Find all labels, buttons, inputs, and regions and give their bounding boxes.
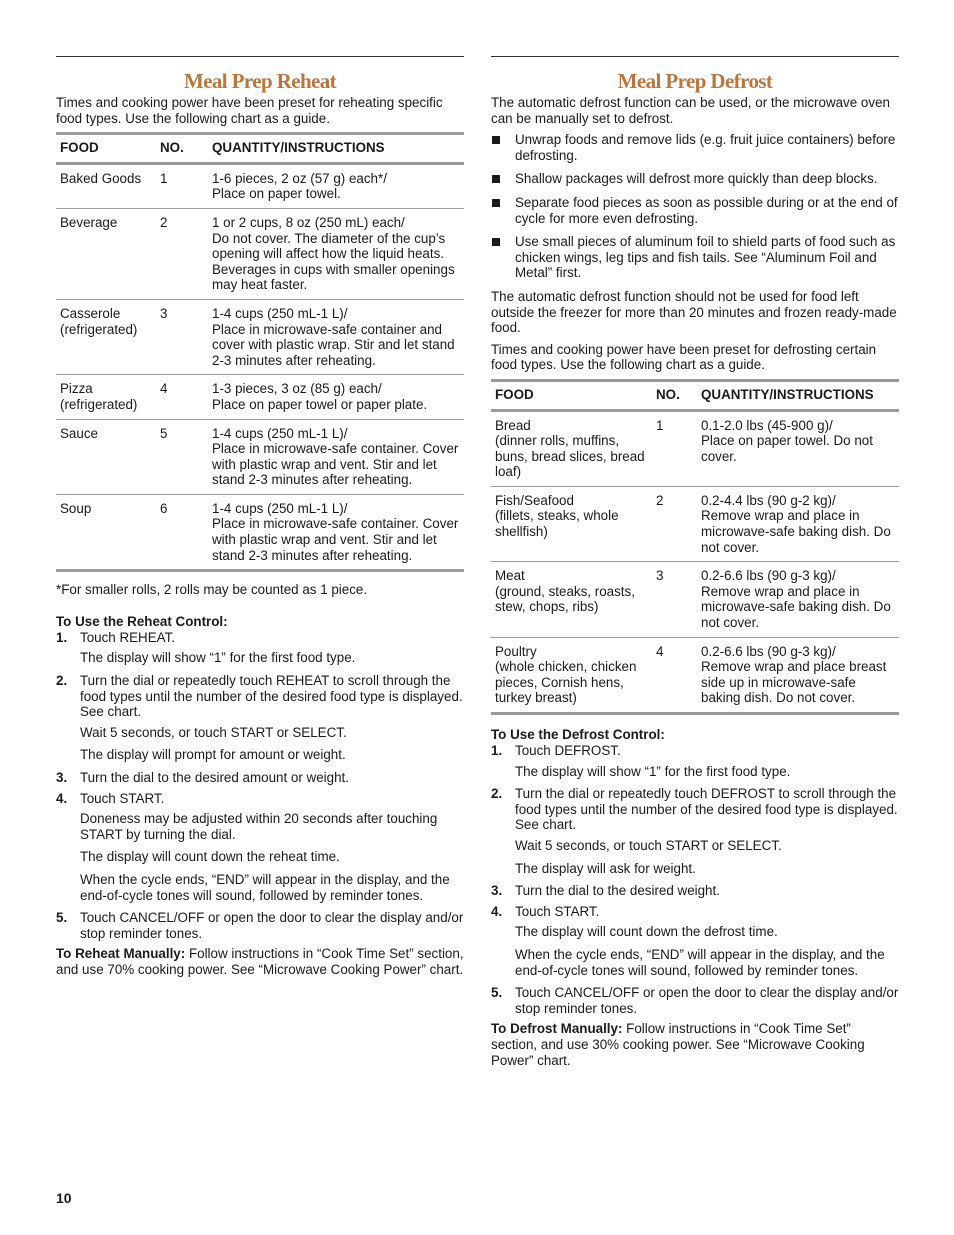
defrost-manual-text: Follow instructions in “Cook Time Set” section, and use 30% cooking power. See “Microwave Cooking Power” chart. xyxy=(491,1021,865,1068)
table-row xyxy=(56,208,464,299)
instructions-cell: 0.1-2.0 lbs (45-900 g)/ Place on paper towel. Do not cover. xyxy=(697,410,899,486)
step-text: Touch DEFROST. xyxy=(515,743,621,758)
reheat-intro: Times and cooking power have been preset for reheating specific food types. Use the following chart as a guide. xyxy=(56,95,443,126)
top-rule xyxy=(491,56,899,57)
step-item xyxy=(56,770,464,786)
step-detail: Doneness may be adjusted within 20 seconds after touching START by turning the dial. xyxy=(80,811,438,842)
table-row xyxy=(56,299,464,374)
defrost-intro2: Times and cooking power have been preset for defrosting certain food types. Use the following chart as a guide. xyxy=(491,341,877,373)
table-row xyxy=(491,410,899,486)
reheat-manual xyxy=(56,946,464,977)
instructions-cell: 0.2-6.6 lbs (90 g-3 kg)/ Remove wrap and place breast side up in microwave-safe baking dish. Do not cover. xyxy=(697,637,899,713)
number-cell: 2 xyxy=(156,208,208,299)
square-bullet-icon xyxy=(492,238,500,246)
bullet-text: Shallow packages will defrost more quickly than deep blocks. xyxy=(515,171,878,187)
step-detail: Wait 5 seconds, or touch START or SELECT. xyxy=(515,837,782,853)
bullet-item xyxy=(491,195,899,226)
instructions-cell: 1-4 cups (250 mL-1 L)/ Place in microwave-safe container. Cover with plastic wrap and vent. Stir and let stand 2-3 minutes after reheating. xyxy=(208,419,464,494)
step-text: Turn the dial to the desired amount or weight. xyxy=(80,770,349,785)
food-cell: Meat (ground, steaks, roasts, stew, chops, ribs) xyxy=(491,562,652,637)
instructions-cell: 1 or 2 cups, 8 oz (250 mL) each/ Do not cover. The diameter of the cup’s opening will affect how the liquid heats. Beverages in cups with smaller openings may heat faster. xyxy=(208,208,464,299)
number-cell: 4 xyxy=(156,375,208,419)
step-text: Touch REHEAT. xyxy=(80,629,176,645)
number-cell: 3 xyxy=(156,299,208,374)
defrost-table xyxy=(491,379,899,715)
header-food: FOOD xyxy=(56,134,156,164)
table-row xyxy=(56,494,464,570)
number-cell: 1 xyxy=(652,410,697,486)
food-cell: Sauce xyxy=(56,419,156,494)
reheat-title: Meal Prep Reheat xyxy=(183,69,337,93)
step-text: Touch CANCEL/OFF or open the door to clear the display and/or stop reminder tones. xyxy=(515,985,899,1016)
reheat-table xyxy=(56,132,464,572)
defrost-title: Meal Prep Defrost xyxy=(617,69,773,93)
step-item xyxy=(491,743,899,759)
instructions-cell: 1-4 cups (250 mL-1 L)/ Place in microwave-safe container. Cover with plastic wrap and vent. Stir and let stand 2-3 minutes after reheating. xyxy=(208,494,464,570)
defrost-manual xyxy=(491,1021,899,1068)
table-row xyxy=(491,486,899,561)
instructions-cell: 1-6 pieces, 2 oz (57 g) each*/ Place on paper towel. xyxy=(208,163,464,208)
food-cell: Bread (dinner rolls, muffins, buns, bread slices, bread loaf) xyxy=(491,410,652,486)
step-item xyxy=(491,786,899,833)
table-row xyxy=(56,419,464,494)
step-detail: The display will count down the defrost time. xyxy=(515,924,778,940)
defrost-note: The automatic defrost function should not be used for food left outside the freezer for more than 20 minutes and frozen ready-made food. xyxy=(491,288,897,336)
header-food: FOOD xyxy=(491,380,652,410)
defrost-manual-label: To Defrost Manually: xyxy=(491,1021,623,1037)
food-cell: Baked Goods xyxy=(56,163,156,208)
food-cell: Casserole (refrigerated) xyxy=(56,299,156,374)
food-cell: Beverage xyxy=(56,208,156,299)
step-item xyxy=(491,904,899,920)
instructions-cell: 1-4 cups (250 mL-1 L)/ Place in microwave-safe container and cover with plastic wrap. Stir and let stand 2-3 minutes after reheating. xyxy=(208,299,464,374)
step-item xyxy=(491,985,899,1016)
instructions-cell: 0.2-4.4 lbs (90 g-2 kg)/ Remove wrap and place in microwave-safe baking dish. Do not cover. xyxy=(697,486,899,561)
step-detail: The display will show “1” for the first food type. xyxy=(80,650,356,666)
reheat-control-heading: To Use the Reheat Control: xyxy=(56,613,228,629)
step-text: Turn the dial or repeatedly touch DEFROST to scroll through the food types until the number of the desired food type is displayed. See chart. xyxy=(515,786,898,833)
step-number: 5. xyxy=(491,985,503,1001)
step-detail: Wait 5 seconds, or touch START or SELECT. xyxy=(80,724,347,740)
step-detail: The display will count down the reheat time. xyxy=(80,849,340,865)
header-no: NO. xyxy=(652,380,697,410)
instructions-cell: 0.2-6.6 lbs (90 g-3 kg)/ Remove wrap and place in microwave-safe baking dish. Do not cover. xyxy=(697,562,899,637)
bullet-item xyxy=(491,234,899,281)
reheat-table-body xyxy=(56,163,464,570)
step-item xyxy=(491,883,899,899)
step-detail: The display will prompt for amount or weight. xyxy=(80,747,346,763)
header-instructions: QUANTITY/INSTRUCTIONS xyxy=(208,134,464,164)
top-rule xyxy=(56,56,464,57)
bullet-text: Use small pieces of aluminum foil to shield parts of food such as chicken wings, leg tips and fish tails. See “Aluminum Foil and Metal” first. xyxy=(515,234,896,281)
defrost-bullets xyxy=(491,132,899,281)
step-text: Touch START. xyxy=(80,790,165,806)
reheat-table-header xyxy=(56,134,464,164)
number-cell: 1 xyxy=(156,163,208,208)
step-number: 4. xyxy=(491,903,503,919)
number-cell: 4 xyxy=(652,637,697,713)
step-number: 3. xyxy=(491,883,503,899)
square-bullet-icon xyxy=(492,136,500,144)
defrost-column xyxy=(491,56,899,1074)
defrost-control-heading: To Use the Defrost Control: xyxy=(491,727,665,742)
bullet-item xyxy=(491,171,899,187)
step-item xyxy=(56,673,464,720)
step-number: 2. xyxy=(491,786,503,802)
step-detail: The display will ask for weight. xyxy=(515,860,696,876)
step-number: 3. xyxy=(56,770,68,785)
table-row xyxy=(491,562,899,637)
step-detail: The display will show “1” for the first food type. xyxy=(515,763,791,779)
number-cell: 3 xyxy=(652,562,697,637)
table-row xyxy=(56,375,464,419)
number-cell: 2 xyxy=(652,486,697,561)
bullet-text: Separate food pieces as soon as possible during or at the end of cycle for more even defrosting. xyxy=(515,194,898,226)
defrost-steps xyxy=(491,743,899,1016)
table-row xyxy=(56,163,464,208)
instructions-cell: 1-3 pieces, 3 oz (85 g) each/ Place on paper towel or paper plate. xyxy=(208,375,464,419)
square-bullet-icon xyxy=(492,175,500,183)
food-cell: Fish/Seafood (fillets, steaks, whole shellfish) xyxy=(491,486,652,561)
reheat-steps xyxy=(56,630,464,942)
step-detail: When the cycle ends, “END” will appear in the display, and the end-of-cycle tones will sound, followed by reminder tones. xyxy=(80,871,450,903)
step-item xyxy=(56,791,464,807)
reheat-manual-label: To Reheat Manually: xyxy=(56,946,186,962)
defrost-table-header xyxy=(491,380,899,410)
step-text: Turn the dial or repeatedly touch REHEAT to scroll through the food types until the number of the desired food type is displayed. See chart. xyxy=(80,673,463,720)
square-bullet-icon xyxy=(492,199,500,207)
food-cell: Poultry (whole chicken, chicken pieces, Cornish hens, turkey breast) xyxy=(491,637,652,713)
defrost-table-body xyxy=(491,410,899,714)
defrost-intro: The automatic defrost function can be used, or the microwave oven can be manually set to defrost. xyxy=(491,95,890,126)
reheat-column xyxy=(56,56,464,984)
reheat-manual-text: Follow instructions in “Cook Time Set” section, and use 70% cooking power. See “Microwave Cooking Power” chart. xyxy=(56,946,464,977)
number-cell: 6 xyxy=(156,494,208,570)
step-number: 5. xyxy=(56,910,68,926)
food-cell: Pizza (refrigerated) xyxy=(56,375,156,419)
reheat-footnote: *For smaller rolls, 2 rolls may be counted as 1 piece. xyxy=(56,582,368,598)
step-item xyxy=(56,910,464,941)
page-number: 10 xyxy=(56,1190,72,1206)
bullet-text: Unwrap foods and remove lids (e.g. fruit juice containers) before defrosting. xyxy=(515,132,896,163)
table-row xyxy=(491,637,899,713)
food-cell: Soup xyxy=(56,494,156,570)
header-instructions: QUANTITY/INSTRUCTIONS xyxy=(697,380,899,410)
step-detail: When the cycle ends, “END” will appear in the display, and the end-of-cycle tones will sound, followed by reminder tones. xyxy=(515,946,885,978)
bullet-item xyxy=(491,132,899,163)
step-text: Turn the dial to the desired weight. xyxy=(515,883,720,899)
step-text: Touch START. xyxy=(515,903,600,919)
step-number: 1. xyxy=(491,743,503,758)
step-number: 4. xyxy=(56,790,68,806)
header-no: NO. xyxy=(156,134,208,164)
step-text: Touch CANCEL/OFF or open the door to clear the display and/or stop reminder tones. xyxy=(80,910,464,941)
step-item xyxy=(56,630,464,646)
step-number: 1. xyxy=(56,629,68,645)
number-cell: 5 xyxy=(156,419,208,494)
step-number: 2. xyxy=(56,673,68,689)
